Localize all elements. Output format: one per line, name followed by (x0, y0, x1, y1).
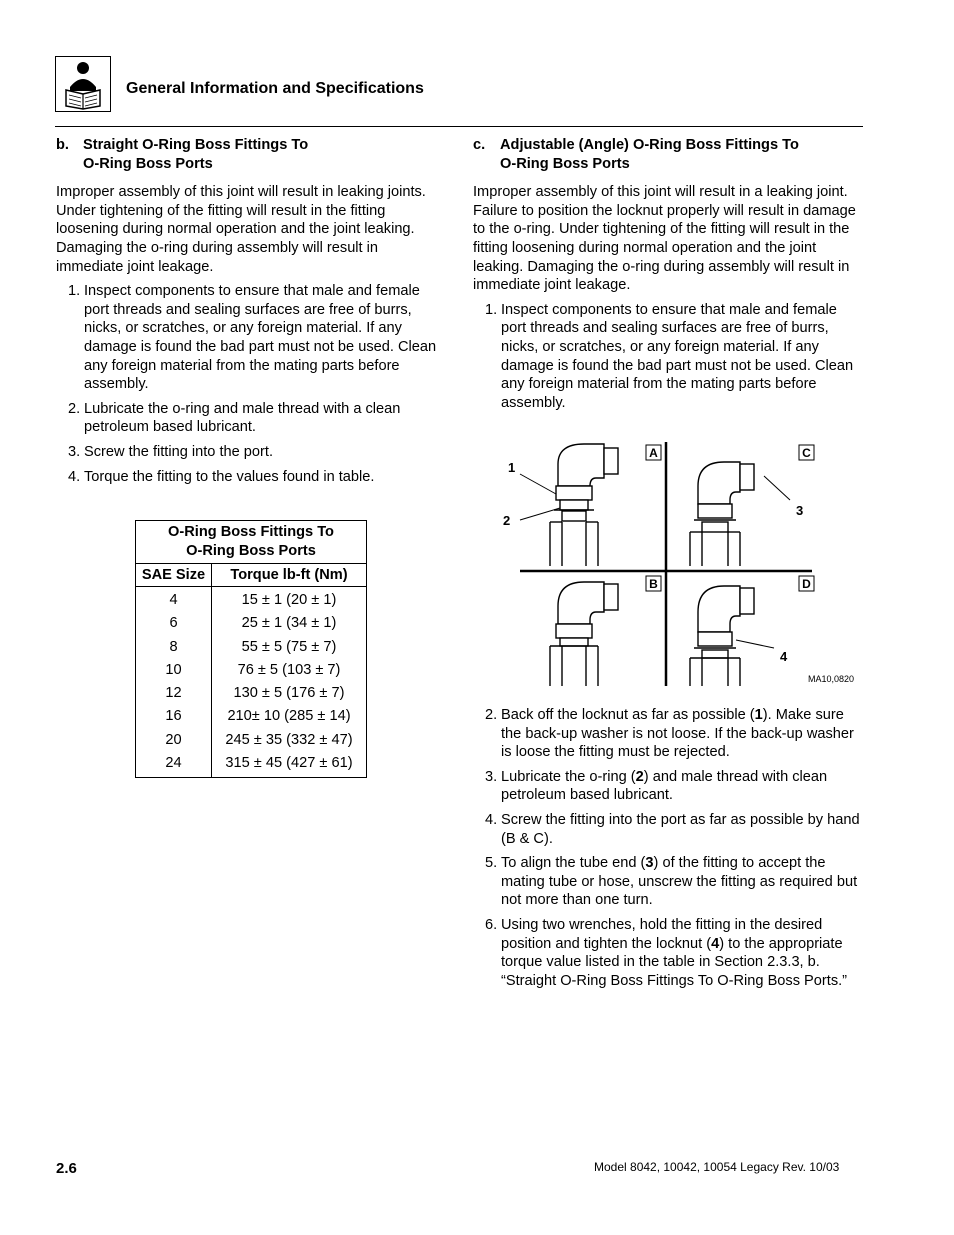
table-cell: 210± 10 (285 ± 14) (227, 708, 351, 725)
column-header-sae-size: SAE Size (136, 564, 212, 587)
table-cell: 4 (169, 592, 178, 608)
panel-label-c: C (802, 446, 811, 460)
fitting-c (690, 462, 754, 566)
list-item: 6. Using two wrenches, hold the fitting in the desired position and tighten the locknut (4) to the appropriate torque value listed in the table in Section 2.3.3, b. “Straight O-Ring Boss Fittings To O-Ring Boss Ports.” (485, 916, 848, 989)
table-cell: 16 (165, 708, 182, 725)
table-cell: 6 (169, 615, 178, 632)
table-cell: 12 (165, 685, 182, 702)
callout-2: 2 (503, 513, 511, 528)
section-c-steps-upper (473, 301, 865, 413)
column-header-torque: Torque lb-ft (Nm) (212, 564, 367, 587)
list-item: 1. Inspect components to ensure that male and female port threads and sealing surfaces are free of burrs, nicks, or scratches, or any foreign material. If any damage is found the bad part must not be used. Clean any foreign material from the mating parts before assembly. (485, 301, 854, 411)
header-divider (55, 126, 863, 127)
table-cell: 24 (165, 755, 182, 772)
fitting-illustration (500, 436, 865, 694)
section-c-title-line1: Adjustable (Angle) O-Ring Boss Fittings To (500, 137, 799, 153)
table-cell: 25 ± 1 (34 ± 1) (241, 615, 337, 632)
section-b-title-line2: O-Ring Boss Ports (83, 155, 213, 172)
section-c-steps-lower (473, 706, 865, 990)
table-cell: 130 ± 5 (176 ± 7) (233, 685, 345, 702)
section-c-intro: Improper assembly of this joint will result in a leaking joint. Failure to position the locknut properly will result in damage to the o-ring. Under tightening of the fitting will result in the fitting loosening during normal operation and the joint leaking. Damaging the o-ring during assembly will result in immediate joint leakage. (473, 184, 856, 294)
panel-label-b: B (649, 577, 658, 591)
page-header-title: General Information and Specifications (126, 80, 424, 97)
table-cell: 20 (165, 731, 182, 748)
right-column-lower (473, 706, 865, 996)
table-cell: 8 (169, 638, 178, 655)
list-item: 3. Screw the fitting into the port. (68, 443, 274, 460)
table-cell: 55 ± 5 (75 ± 7) (241, 638, 337, 655)
table-cell: 245 ± 35 (332 ± 47) (225, 731, 353, 748)
list-item: 3. Lubricate the o-ring (2) and male thread with clean petroleum based lubricant. (485, 768, 828, 804)
footer-model-info: Model 8042, 10042, 10054 Legacy Rev. 10/03 (594, 1160, 840, 1174)
table-title: O-Ring Boss Fittings To O-Ring Boss Ports (136, 521, 367, 564)
list-item: 2. Lubricate the o-ring and male thread with a clean petroleum based lubricant. (68, 400, 401, 436)
section-b-title-line1: Straight O-Ring Boss Fittings To (83, 137, 309, 153)
section-c-heading (473, 136, 865, 173)
panel-label-d: D (802, 577, 811, 591)
section-b-intro: Improper assembly of this joint will result in leaking joints. Under tightening of the fitting will result in the fitting loosening during normal operation and the joint leaking. Damaging the o-ring during assembly will result in immediate joint leakage. (56, 184, 426, 275)
figure-code: MA10,0820 (808, 674, 855, 684)
panel-label-a: A (649, 446, 658, 460)
section-b-letter: b. (56, 137, 69, 153)
table-cell: 15 ± 1 (20 ± 1) (241, 592, 337, 608)
callout-4: 4 (780, 649, 788, 664)
fitting-d (690, 586, 754, 686)
sae-size-column (136, 587, 212, 778)
section-b-heading (56, 136, 448, 173)
section-b-steps (56, 282, 448, 486)
callout-3: 3 (796, 503, 804, 518)
table-cell: 315 ± 45 (427 ± 61) (225, 755, 353, 772)
list-item: 4. Torque the fitting to the values found in table. (68, 468, 375, 485)
torque-column (212, 587, 367, 778)
torque-table (135, 520, 367, 778)
page-number: 2.6 (56, 1160, 77, 1177)
left-column (56, 136, 448, 492)
section-c-letter: c. (473, 137, 486, 153)
table-cell: 76 ± 5 (103 ± 7) (237, 661, 341, 678)
section-c-title-line2: O-Ring Boss Ports (500, 155, 630, 172)
list-item: 1. Inspect components to ensure that male and female port threads and sealing surfaces are free of burrs, nicks, or scratches, or any foreign material. If any damage is found the bad part must not be used. Clean any foreign material from the mating parts before assembly. (68, 283, 437, 393)
right-column (473, 136, 865, 418)
list-item: 5. To align the tube end (3) of the fitting to accept the mating tube or hose, unscrew the fitting as required but not more than one turn. (485, 855, 858, 909)
fitting-b (550, 582, 618, 686)
list-item: 4. Screw the fitting into the port as far as possible by hand (B & C). (485, 811, 860, 847)
list-item: 2. Back off the locknut as far as possible (1). Make sure the back-up washer is not loose. If the back-up washer is loose the fitting must be rejected. (485, 707, 854, 761)
callout-1: 1 (508, 460, 516, 475)
table-cell: 10 (165, 661, 182, 678)
fitting-a (550, 444, 618, 566)
manual-reader-icon (55, 56, 111, 112)
